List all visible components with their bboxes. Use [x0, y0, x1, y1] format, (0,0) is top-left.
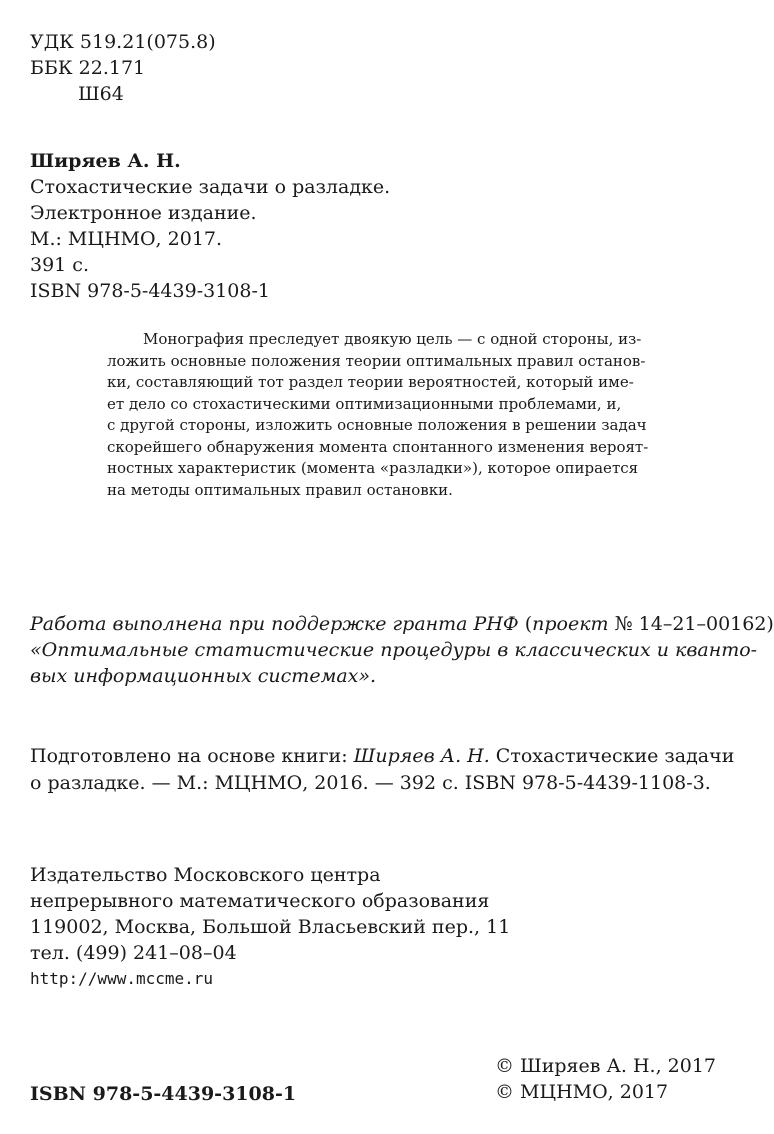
grant-note	[30, 611, 774, 689]
grant-paren: (	[518, 613, 533, 635]
classification-codes	[30, 29, 216, 107]
publisher-address: 119002, Москва, Большой Власьевский пер., 11	[30, 916, 511, 938]
bibliographic-record	[30, 148, 390, 304]
publisher-info	[30, 862, 510, 992]
grant-line-1	[30, 611, 774, 637]
copyright-notices	[495, 1053, 716, 1105]
edition-note: Электронное издание.	[30, 202, 257, 224]
grant-funding: Работа выполнена при поддержке гранта РНФ	[30, 613, 519, 635]
abstract-line: скорейшего обнаружения момента спонтанного изменения вероят-	[107, 437, 649, 456]
abstract-line: на методы оптимальных правил остановки.	[107, 480, 453, 499]
author-name: Ширяев А. Н.	[30, 150, 181, 172]
author-mark: Ш64	[78, 83, 124, 105]
imprint: М.: МЦНМО, 2017.	[30, 228, 223, 250]
publisher-name-2: непрерывного математического образования	[30, 890, 490, 912]
isbn-record: ISBN 978-5-4439-3108-1	[30, 280, 270, 302]
bbk-code: ББК 22.171	[30, 57, 146, 79]
abstract-line: с другой стороны, изложить основные положения в решении задач	[107, 416, 647, 434]
grant-line-3: вых информационных системах».	[30, 665, 377, 687]
grant-line-2: «Оптимальные статистические процедуры в классических и кванто-	[30, 639, 758, 661]
abstract-line: ностных характеристик (момента «разладки»), которое опирается	[107, 459, 639, 477]
grant-project-word: проект	[532, 613, 609, 635]
publisher-name-1: Издательство Московского центра	[30, 864, 381, 886]
based-on-note	[30, 743, 735, 797]
abstract	[107, 329, 649, 501]
abstract-line: ет дело со стохастическими оптимизационными проблемами, и,	[107, 394, 622, 413]
based-on-line-1	[30, 743, 735, 770]
based-on-author: Ширяев А. Н.	[353, 745, 490, 767]
based-on-prefix: Подготовлено на основе книги:	[30, 745, 354, 767]
page-count: 391 с.	[30, 254, 89, 276]
based-on-line-2: о разладке. — М.: МЦНМО, 2016. — 392 с. ISBN 978-5-4439-1108-3.	[30, 772, 711, 794]
based-on-title: Стохастические задачи	[489, 745, 735, 767]
copyright-author: © Ширяев А. Н., 2017	[495, 1055, 717, 1077]
grant-number: № 14–21–00162)	[608, 613, 774, 635]
copyright-publisher: © МЦНМО, 2017	[495, 1081, 669, 1103]
isbn-bottom: ISBN 978-5-4439-3108-1	[30, 1083, 297, 1105]
udk-code: УДК 519.21(075.8)	[30, 31, 216, 53]
book-title: Стохастические задачи о разладке.	[30, 176, 391, 198]
abstract-line: ки, составляющий тот раздел теории вероятностей, который име-	[107, 373, 634, 391]
abstract-line: ложить основные положения теории оптимальных правил останов-	[107, 351, 646, 370]
abstract-line: Монография преследует двоякую цель — с одной стороны, из-	[143, 330, 642, 348]
publisher-phone: тел. (499) 241–08–04	[30, 942, 237, 964]
publisher-url: http://www.mccme.ru	[30, 969, 214, 988]
